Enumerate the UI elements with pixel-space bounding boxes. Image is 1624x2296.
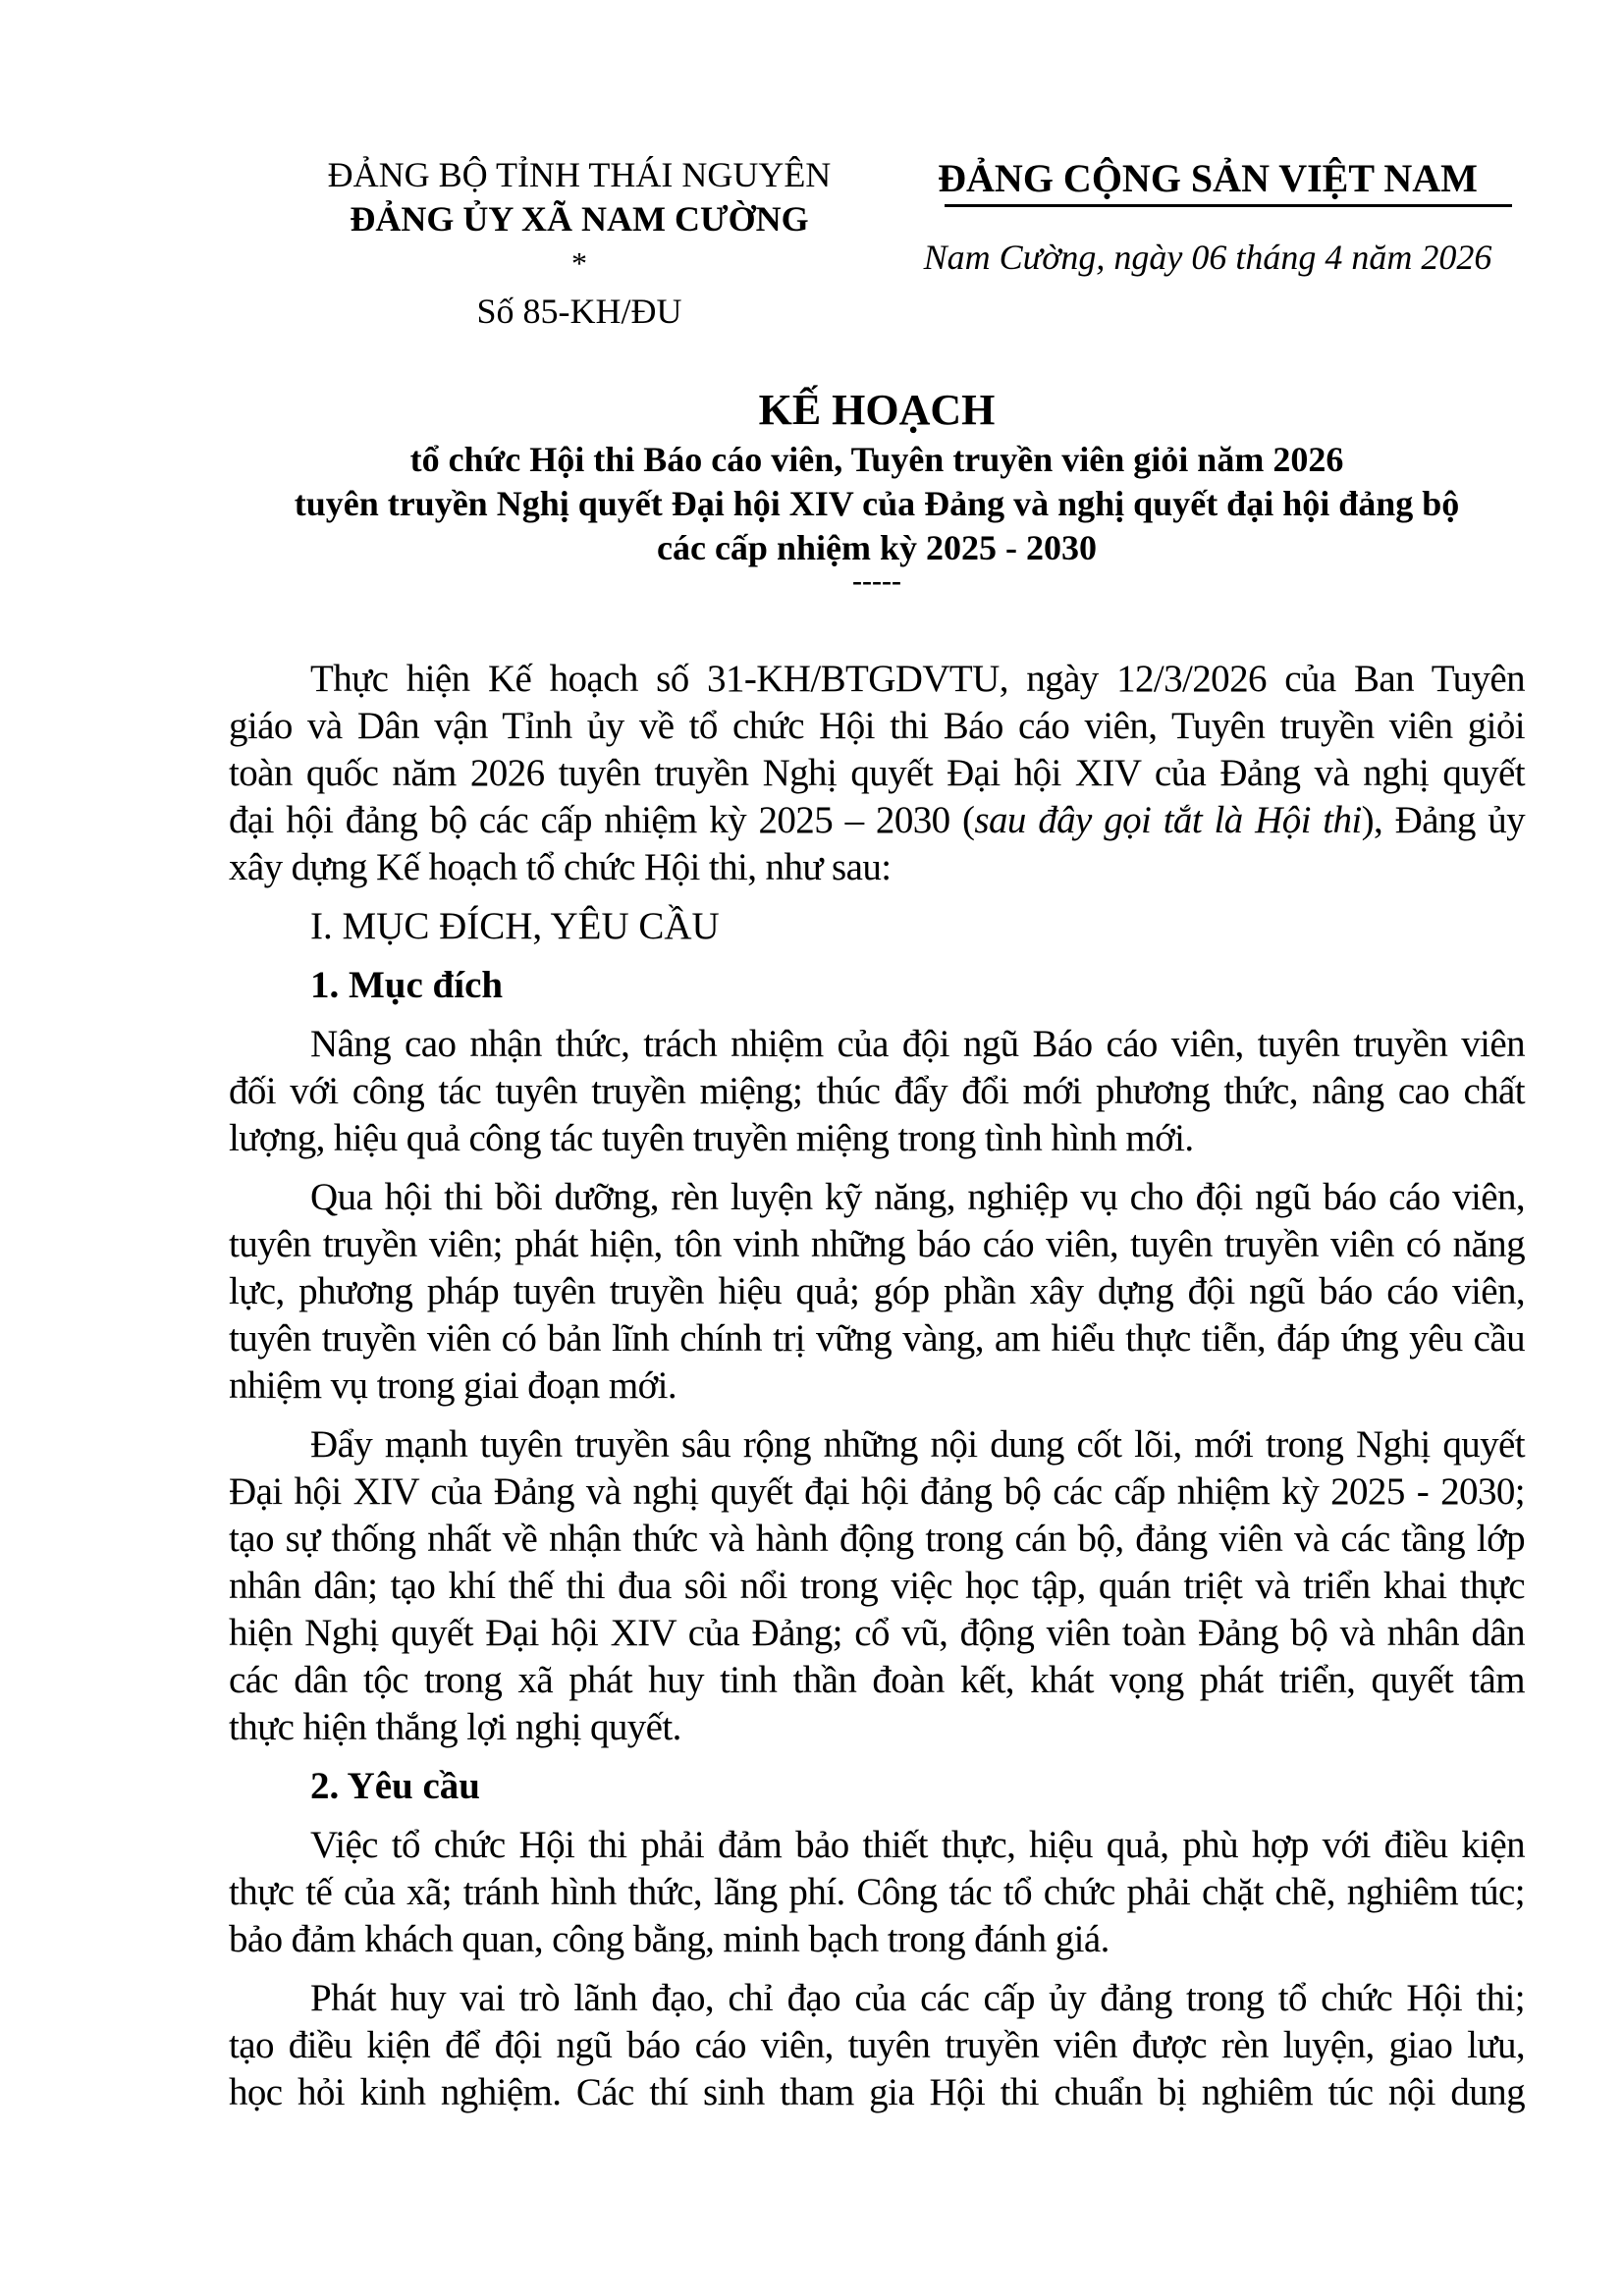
text-line: bảo đảm khách quan, công bằng, minh bạch trong đánh giá.	[229, 1918, 1110, 1960]
party-name: ĐẢNG CỘNG SẢN VIỆT NAM	[938, 156, 1478, 200]
star-mark: *	[571, 245, 587, 281]
text-line: tuyên truyền viên có bản lĩnh chính trị vững vàng, am hiểu thực tiễn, đáp ứng yêu cầu	[229, 1317, 1525, 1360]
text-line: Phát huy vai trò lãnh đạo, chỉ đạo của các cấp ủy đảng trong tổ chức Hội thi;	[310, 1977, 1525, 2019]
section-heading: I. MỤC ĐÍCH, YÊU CẦU	[310, 905, 720, 947]
document-title: KẾ HOẠCH	[758, 386, 996, 434]
text-line: tạo sự thống nhất về nhận thức và hành động trong cán bộ, đảng viên và các tầng lớp	[229, 1518, 1525, 1560]
title-subline: tuyên truyền Nghị quyết Đại hội XIV của Đảng và nghị quyết đại hội đảng bộ	[294, 484, 1460, 523]
subsection-heading: 2. Yêu cầu	[310, 1765, 480, 1807]
place-date: Nam Cường, ngày 06 tháng 4 năm 2026	[923, 238, 1492, 277]
text-line: Đại hội XIV của Đảng và nghị quyết đại hội đảng bộ các cấp nhiệm kỳ 2025 - 2030;	[229, 1470, 1525, 1513]
text-line: toàn quốc năm 2026 tuyên truyền Nghị quyết Đại hội XIV của Đảng và nghị quyết	[229, 752, 1525, 794]
text-line: đối với công tác tuyên truyền miệng; thúc đẩy đổi mới phương thức, nâng cao chất	[229, 1070, 1525, 1112]
text-line: tuyên truyền viên; phát hiện, tôn vinh những báo cáo viên, tuyên truyền viên có năng	[229, 1223, 1525, 1265]
text-line: thực hiện thắng lợi nghị quyết.	[229, 1706, 681, 1748]
text-segment: đại hội đảng bộ các cấp nhiệm kỳ 2025 – 2030 (	[229, 799, 975, 841]
text-line: tạo điều kiện để đội ngũ báo cáo viên, tuyên truyền viên được rèn luyện, giao lưu,	[229, 2024, 1525, 2066]
text-line	[229, 797, 1525, 844]
text-line: hiện Nghị quyết Đại hội XIV của Đảng; cổ vũ, động viên toàn Đảng bộ và nhân dân	[229, 1612, 1525, 1654]
text-line: Thực hiện Kế hoạch số 31-KH/BTGDVTU, ngày 12/3/2026 của Ban Tuyên	[310, 658, 1525, 700]
text-line: nhiệm vụ trong giai đoạn mới.	[229, 1364, 677, 1407]
text-line: học hỏi kinh nghiệm. Các thí sinh tham gia Hội thi chuẩn bị nghiêm túc nội dung	[229, 2071, 1525, 2113]
title-subline: các cấp nhiệm kỳ 2025 - 2030	[657, 528, 1097, 567]
doc-number: Số 85-KH/ĐU	[476, 292, 682, 331]
text-line: nhân dân; tạo khí thế thi đua sôi nổi trong việc học tập, quán triệt và triển khai thực	[229, 1565, 1525, 1607]
text-line: giáo và Dân vận Tỉnh ủy về tổ chức Hội thi Báo cáo viên, Tuyên truyền viên giỏi	[229, 705, 1525, 747]
text-line: lực, phương pháp tuyên truyền hiệu quả; góp phần xây dựng đội ngũ báo cáo viên,	[229, 1270, 1525, 1312]
text-line: thực tế của xã; tránh hình thức, lãng phí. Công tác tổ chức phải chặt chẽ, nghiêm túc;	[229, 1871, 1525, 1913]
title-subline: tổ chức Hội thi Báo cáo viên, Tuyên truyền viên giỏi năm 2026	[409, 440, 1344, 479]
org-parent: ĐẢNG BỘ TỈNH THÁI NGUYÊN	[327, 155, 832, 194]
text-line: Đẩy mạnh tuyên truyền sâu rộng những nội dung cốt lõi, mới trong Nghị quyết	[310, 1423, 1525, 1466]
text-line: xây dựng Kế hoạch tổ chức Hội thi, như sau:	[229, 846, 892, 888]
text-line: các dân tộc trong xã phát huy tinh thần đoàn kết, khát vọng phát triển, quyết tâm	[229, 1659, 1525, 1701]
text-line: Qua hội thi bồi dưỡng, rèn luyện kỹ năng, nghiệp vụ cho đội ngũ báo cáo viên,	[310, 1176, 1525, 1218]
italic-abbreviation: sau đây gọi tắt là Hội thi	[974, 799, 1362, 841]
subsection-heading: 1. Mục đích	[310, 964, 504, 1006]
text-segment: ), Đảng ủy	[1361, 799, 1525, 841]
org-name: ĐẢNG ỦY XÃ NAM CƯỜNG	[350, 199, 809, 239]
text-line: Nâng cao nhận thức, trách nhiệm của đội ngũ Báo cáo viên, tuyên truyền viên	[310, 1023, 1525, 1065]
text-line: lượng, hiệu quả công tác tuyên truyền miệng trong tình hình mới.	[229, 1117, 1194, 1159]
text-line: Việc tổ chức Hội thi phải đảm bảo thiết thực, hiệu quả, phù hợp với điều kiện	[310, 1824, 1525, 1866]
title-separator: -----	[852, 564, 901, 597]
party-name-underline	[945, 204, 1512, 207]
